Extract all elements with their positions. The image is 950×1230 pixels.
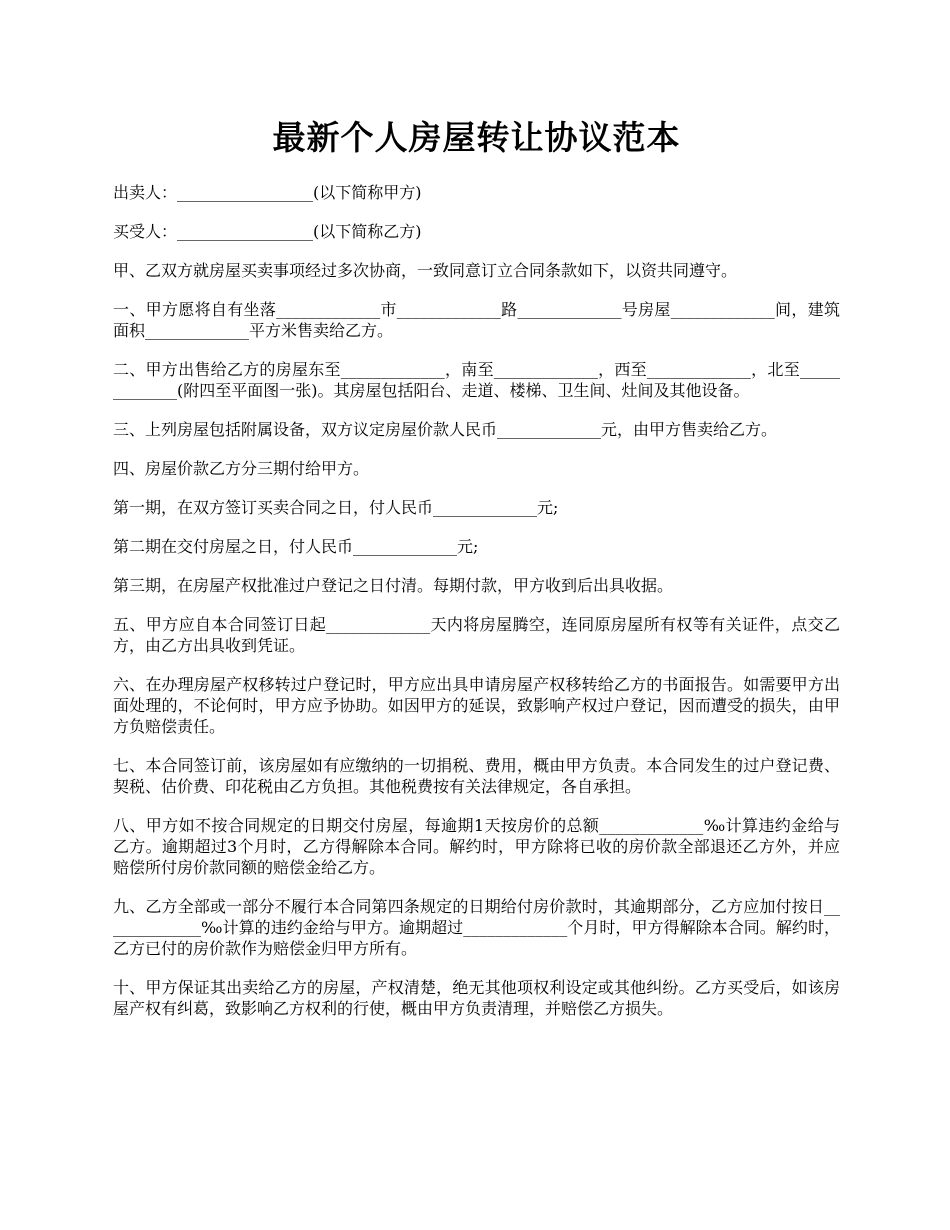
document-page — [113, 0, 840, 1019]
seller-line: 出卖人：_________________(以下简称甲方) — [113, 183, 422, 202]
buyer-line: 买受人：_________________(以下简称乙方) — [113, 222, 422, 241]
clause-1: 一、甲方愿将自有坐落_____________市_____________路_____________号房屋_____________间，建筑面积_____________平方米售卖给乙方。 — [113, 300, 840, 340]
preamble: 甲、乙双方就房屋买卖事项经过多次协商，一致同意订立合同条款如下，以资共同遵守。 — [113, 261, 738, 280]
payment-phase-1: 第一期，在双方签订买卖合同之日，付人民币_____________元; — [113, 498, 559, 517]
clause-9: 九、乙方全部或一部分不履行本合同第四条规定的日期给付房价款时，其逾期部分，乙方应加付按日_____________‰计算的违约金给与甲方。逾期超过_____________个月时，甲方得解除本合同。解约时，乙方已付的房价款作为赔偿金归甲方所有。 — [113, 897, 840, 958]
clause-10: 十、甲方保证其出卖给乙方的房屋，产权清楚，绝无其他项权利设定或其他纠纷。乙方买受后，如该房屋产权有纠葛，致影响乙方权利的行使，概由甲方负责清理，并赔偿乙方损失。 — [113, 978, 840, 1018]
payment-phase-3: 第三期，在房屋产权批准过户登记之日付清。每期付款，甲方收到后出具收据。 — [113, 576, 674, 595]
clause-2: 二、甲方出售给乙方的房屋东至_____________，南至_____________，西至_____________，北至_____________(附四至平面图一张)。其房屋包括阳台、走道、楼梯、卫生间、灶间及其他设备。 — [113, 360, 840, 400]
clause-7: 七、本合同签订前，该房屋如有应缴纳的一切捐税、费用，概由甲方负责。本合同发生的过户登记费、契税、估价费、印花税由乙方负担。其他税费按有关法律规定，各自承担。 — [113, 756, 840, 796]
clause-6: 六、在办理房屋产权移转过户登记时，甲方应出具申请房屋产权移转给乙方的书面报告。如需要甲方出面处理的，不论何时，甲方应予协助。如因甲方的延误，致影响产权过户登记，因而遭受的损失，由甲方负赔偿责任。 — [113, 675, 840, 736]
clause-3: 三、上列房屋包括附属设备，双方议定房屋价款人民币_____________元，由甲方售卖给乙方。 — [113, 420, 778, 439]
clause-5: 五、甲方应自本合同签订日起_____________天内将房屋腾空，连同原房屋所有权等有关证件，点交乙方，由乙方出具收到凭证。 — [113, 615, 840, 655]
clause-4: 四、房屋价款乙方分三期付给甲方。 — [113, 459, 370, 478]
clause-8: 八、甲方如不按合同规定的日期交付房屋，每逾期1天按房价的总额_____________‰计算违约金给与乙方。逾期超过3个月时，乙方得解除本合同。解约时，甲方除将已收的房价款全部退还乙方外，并应赔偿所付房价款同额的赔偿金给乙方。 — [113, 816, 840, 877]
document-title: 最新个人房屋转让协议范本 — [272, 118, 681, 157]
payment-phase-2: 第二期在交付房屋之日，付人民币_____________元; — [113, 537, 479, 556]
